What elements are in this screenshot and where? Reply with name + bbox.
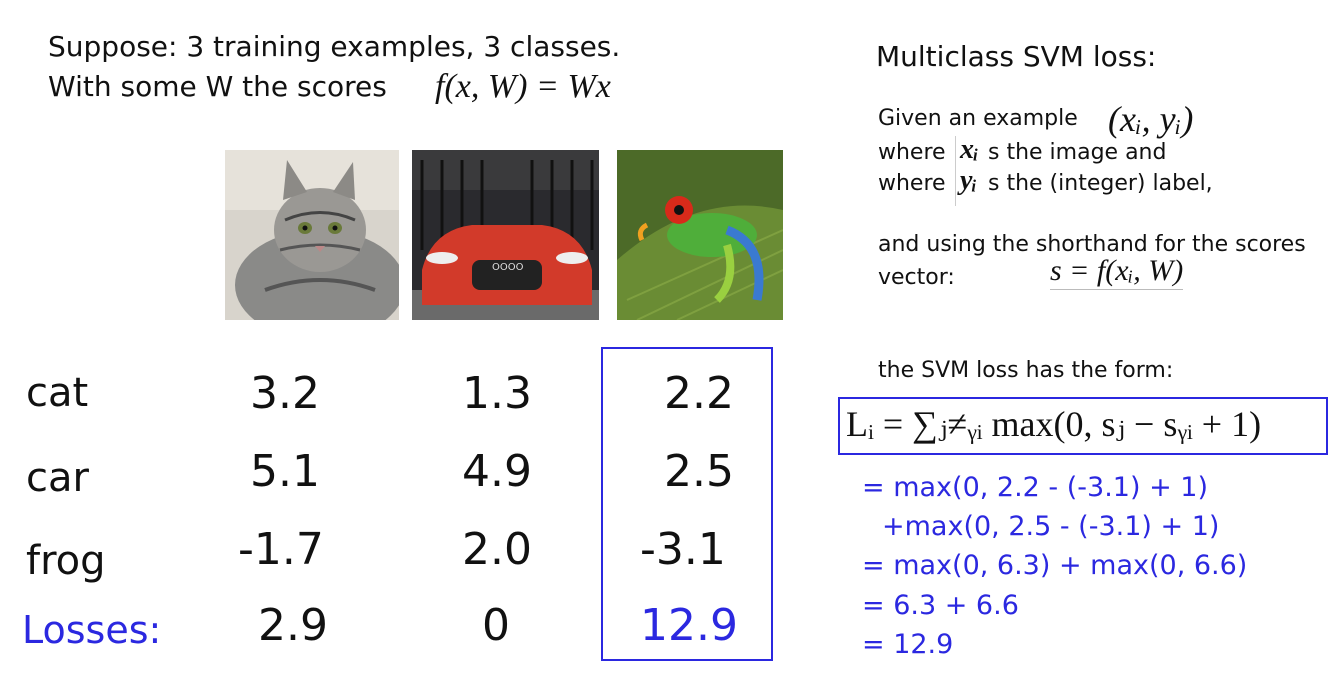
frog-image (617, 150, 783, 320)
where2-label: where (878, 171, 946, 196)
score-car-frog: 2.5 (664, 446, 734, 497)
row-label-cat: cat (26, 370, 89, 416)
x-symbol: xᵢ (960, 134, 979, 165)
score-cat-frog: 2.2 (664, 368, 734, 419)
row-label-car: car (26, 455, 89, 501)
losses-label: Losses: (22, 608, 162, 652)
car-image (412, 150, 599, 320)
cat-image (225, 150, 399, 320)
intro-line1: Suppose: 3 training examples, 3 classes. (48, 30, 621, 63)
s-formula: s = f(xᵢ, W) (1050, 254, 1183, 290)
calc-line-4: = 6.3 + 6.6 (862, 590, 1019, 621)
score-frog-car: 2.0 (462, 524, 532, 575)
divider (955, 136, 956, 206)
row-label-frog: frog (26, 538, 106, 584)
score-cat-cat: 3.2 (250, 368, 320, 419)
y-symbol: yᵢ (960, 165, 978, 196)
intro-formula: f(x, W) = Wx (435, 68, 611, 105)
loss-formula-box (838, 397, 1328, 455)
score-cat-car: 1.3 (462, 368, 532, 419)
loss-frog: 12.9 (640, 600, 738, 651)
shorthand-line2: vector: (878, 265, 955, 290)
loss-car: 0 (482, 600, 510, 651)
shorthand-line1: and using the shorthand for the scores (878, 232, 1306, 257)
pair-formula: (xᵢ, yᵢ) (1108, 99, 1194, 139)
loss-formula: Lᵢ = ∑ⱼ≠ᵧᵢ max(0, sⱼ − sᵧᵢ + 1) (846, 404, 1262, 444)
loss-cat: 2.9 (258, 600, 328, 651)
svg-text:OOOO: OOOO (492, 262, 524, 273)
calc-line-1: = max(0, 2.2 - (-3.1) + 1) (862, 472, 1209, 503)
score-car-car: 4.9 (462, 446, 532, 497)
score-frog-frog: -3.1 (640, 524, 726, 575)
calc-line-2: +max(0, 2.5 - (-3.1) + 1) (882, 511, 1220, 542)
where1-text: s the image and (988, 140, 1167, 165)
intro-line2: With some W the scores (48, 70, 387, 103)
given-text: Given an example (878, 106, 1078, 131)
calc-line-5: = 12.9 (862, 629, 954, 660)
calc-line-3: = max(0, 6.3) + max(0, 6.6) (862, 550, 1248, 581)
where2-text: s the (integer) label, (988, 171, 1213, 196)
score-car-cat: 5.1 (250, 446, 320, 497)
form-text: the SVM loss has the form: (878, 358, 1174, 383)
svm-title: Multiclass SVM loss: (876, 40, 1157, 73)
where1-label: where (878, 140, 946, 165)
score-frog-cat: -1.7 (238, 524, 324, 575)
